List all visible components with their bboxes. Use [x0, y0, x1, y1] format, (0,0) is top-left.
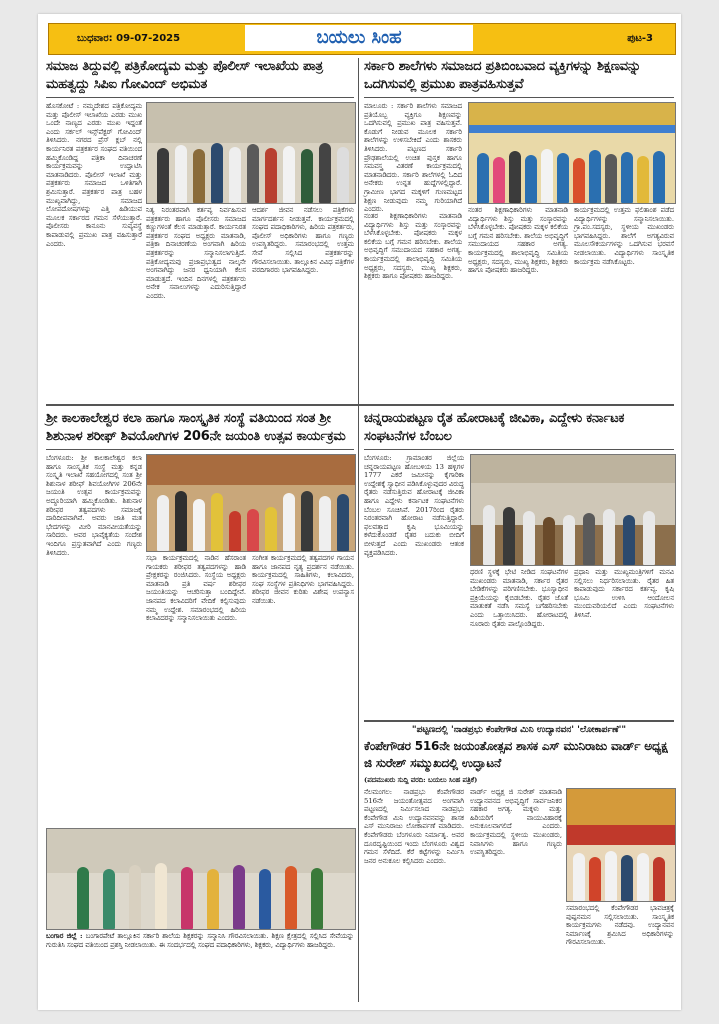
issue-date: ಬುಧವಾರ: 09-07-2025	[77, 33, 181, 44]
masthead	[48, 23, 676, 55]
newspaper-page	[38, 14, 681, 1010]
divider	[364, 97, 674, 98]
story4-col3: ಪ್ರಧಾನಿ ಮತ್ತು ಮುಖ್ಯಮಂತ್ರಿಗಳಿಗೆ ಮನವಿ ಸಲ್ಲಿಸಲು ನಿರ್ಧರಿಸಲಾಯಿತು. ರೈತರ ಹಿತ ಕಾಪಾಡುವುದು ಸರ್ಕಾರದ ಕರ್ತವ್ಯ. ಕೃಷಿ ಭೂಮಿ ಉಳಿಸಿ ಆಂದೋಲನ ಮುಂದುವರಿಯಲಿದೆ ಎಂದು ಸಂಘಟನೆಗಳು ತಿಳಿಸಿವೆ.	[574, 568, 674, 619]
caption-text: ಬಂಗಾರಪೇಟೆ ತಾಲ್ಲೂಕಿನ ಸರ್ಕಾರಿ ಶಾಲೆಯ ಶಿಕ್ಷಕರನ್ನು ಸನ್ಮಾನಿಸಿ ಗೌರವಿಸಲಾಯಿತು. ಶಿಕ್ಷಣ ಕ್ಷೇತ್ರದಲ್ಲಿ ಸಲ್ಲಿಸಿದ ಸೇವೆಯನ್ನು ಗುರುತಿಸಿ ಸಂಘದ ವತಿಯಿಂದ ಪ್ರಶಸ್ತಿ ನೀಡಲಾಯಿತು. ಈ ಸಂದರ್ಭದಲ್ಲಿ ಸಂಘದ ಪದಾಧಿಕಾರಿಗಳು, ಶಿಕ್ಷಕರು, ವಿದ್ಯಾರ್ಥಿಗಳು ಹಾಜರಿದ್ದರು.	[46, 932, 354, 949]
story2-headline: ಸರ್ಕಾರಿ ಶಾಲೆಗಳು ಸಮಾಜದ ಪ್ರತಿಬಿಂಬವಾದ ವ್ಯಕ್ತಿಗಳನ್ನು ಶಿಕ್ಷಣವನ್ನು ಒದಗಿಸುವಲ್ಲಿ ಪ್ರಮುಖ ಪಾತ್ರವಹಿಸುತ್ತವೆ	[364, 59, 641, 92]
story5-photo	[566, 788, 676, 902]
story2-col1b: ನಂತರ ಶಿಕ್ಷಣಾಧಿಕಾರಿಗಳು ಮಾತನಾಡಿ ವಿದ್ಯಾರ್ಥಿಗಳು ಶಿಸ್ತು ಮತ್ತು ಸಂಸ್ಕಾರವನ್ನು ಬೆಳೆಸಿಕೊಳ್ಳಬೇಕು. ಪೋಷಕರು ಮಕ್ಕಳ ಕಲಿಕೆಯ ಬಗ್ಗೆ ಗಮನ ಹರಿಸಬೇಕು. ಶಾಲೆಯ ಅಭಿವೃದ್ಧಿಗೆ ಸಮುದಾಯದ ಸಹಕಾರ ಅಗತ್ಯ. ಕಾರ್ಯಕ್ರಮದಲ್ಲಿ ಶಾಲಾಭಿವೃದ್ಧಿ ಸಮಿತಿಯ ಅಧ್ಯಕ್ಷರು, ಸದಸ್ಯರು, ಮುಖ್ಯ ಶಿಕ್ಷಕರು, ಶಿಕ್ಷಕರು ಹಾಗೂ ಪೋಷಕರು ಹಾಜರಿದ್ದರು.	[364, 212, 462, 281]
divider	[46, 449, 354, 450]
story5-col2: ವಾರ್ಡ್ ಅಧ್ಯಕ್ಷ ಜಿ ಸುರೇಶ್ ಮಾತನಾಡಿ ಉದ್ಯಾನವನದ ಅಭಿವೃದ್ಧಿಗೆ ಸಾರ್ವಜನಿಕರ ಸಹಕಾರ ಅಗತ್ಯ. ಮಕ್ಕಳು ಮತ್ತು ಹಿರಿಯರಿಗೆ ವಾಯುವಿಹಾರಕ್ಕೆ ಅನುಕೂಲವಾಗಲಿದೆ ಎಂದರು. ಕಾರ್ಯಕ್ರಮದಲ್ಲಿ ಸ್ಥಳೀಯ ಮುಖಂಡರು, ನಿವಾಸಿಗಳು ಹಾಗೂ ಗಣ್ಯರು ಉಪಸ್ಥಿತರಿದ್ದರು.	[470, 788, 562, 857]
story2-col2: ನಂತರ ಶಿಕ್ಷಣಾಧಿಕಾರಿಗಳು ಮಾತನಾಡಿ ವಿದ್ಯಾರ್ಥಿಗಳು ಶಿಸ್ತು ಮತ್ತು ಸಂಸ್ಕಾರವನ್ನು ಬೆಳೆಸಿಕೊಳ್ಳಬೇಕು. ಪೋಷಕರು ಮಕ್ಕಳ ಕಲಿಕೆಯ ಬಗ್ಗೆ ಗಮನ ಹರಿಸಬೇಕು. ಶಾಲೆಯ ಅಭಿವೃದ್ಧಿಗೆ ಸಮುದಾಯದ ಸಹಕಾರ ಅಗತ್ಯ. ಕಾರ್ಯಕ್ರಮದಲ್ಲಿ ಶಾಲಾಭಿವೃದ್ಧಿ ಸಮಿತಿಯ ಅಧ್ಯಕ್ಷರು, ಸದಸ್ಯರು, ಮುಖ್ಯ ಶಿಕ್ಷಕರು, ಶಿಕ್ಷಕರು ಹಾಗೂ ಪೋಷಕರು ಹಾಜರಿದ್ದರು.	[468, 206, 568, 275]
story5-byline: (ಪದಮುಖರು ಸುದ್ದಿ ವರದಿ: ಬಯಲು ಸಿಂಹ ಪತ್ರಿಕೆ)	[364, 776, 478, 784]
story1-headline: ಸಮಾಜ ತಿದ್ದುವಲ್ಲಿ ಪತ್ರಿಕೋದ್ಯಮ ಮತ್ತು ಪೊಲೀಸ್ ಇಲಾಖೆಯ ಪಾತ್ರ ಮಹತ್ವದ್ದು ಸಿಪಿಐ ಗೋವಿಂದ್ ಅಭಿಮತ	[46, 59, 323, 92]
story3-photo	[146, 454, 356, 552]
story3-col3: ಸಂಗೀತ ಕಾರ್ಯಕ್ರಮದಲ್ಲಿ ತತ್ವಪದಗಳ ಗಾಯನ ಹಾಗೂ ಜಾನಪದ ನೃತ್ಯ ಪ್ರದರ್ಶನ ನಡೆಯಿತು. ಕಾರ್ಯಕ್ರಮದಲ್ಲಿ ಸಾಹಿತಿಗಳು, ಕಲಾವಿದರು, ಸಂಘ ಸಂಸ್ಥೆಗಳ ಪ್ರತಿನಿಧಿಗಳು ಭಾಗವಹಿಸಿದ್ದರು. ಶರೀಫರ ಜೀವನ ಕುರಿತು ವಿಶೇಷ ಉಪನ್ಯಾಸ ನಡೆಯಿತು.	[252, 554, 354, 605]
caption-label: ಬಂಗಾರ ಜಿಲ್ಲೆ :	[46, 932, 83, 940]
story3-headline: ಶ್ರೀ ಕಾಲಕಾಲೇಶ್ವರ ಕಲಾ ಹಾಗೂ ಸಾಂಸ್ಕೃತಿಕ ಸಂಸ್ಥೆ ವತಿಯಿಂದ ಸಂತ ಶ್ರೀ ಶಿಶುನಾಳ ಶರೀಫ್ ಶಿವಯೋಗಿಗಳ 206ನೇ ಜಯಂತಿ ಉತ್ಸವ ಕಾರ್ಯಕ್ರಮ	[46, 411, 346, 444]
story4-col2: ಧರಣಿ ಸ್ಥಳಕ್ಕೆ ಭೇಟಿ ನೀಡಿದ ಸಂಘಟನೆಗಳ ಮುಖಂಡರು ಮಾತನಾಡಿ, ಸರ್ಕಾರ ರೈತರ ಬೇಡಿಕೆಗಳನ್ನು ಪರಿಗಣಿಸಬೇಕು. ಭೂಸ್ವಾಧೀನ ಪ್ರಕ್ರಿಯೆಯನ್ನು ಕೈಬಿಡಬೇಕು. ರೈತರ ಜೊತೆ ಮಾತುಕತೆ ನಡೆಸಿ ಸಮಸ್ಯೆ ಬಗೆಹರಿಸಬೇಕು ಎಂದು ಒತ್ತಾಯಿಸಿದರು. ಹೋರಾಟದಲ್ಲಿ ನೂರಾರು ರೈತರು ಪಾಲ್ಗೊಂಡಿದ್ದರು.	[470, 568, 568, 628]
story5-col3: ಸಮಾರಂಭದಲ್ಲಿ ಕೆಂಪೇಗೌಡರ ಭಾವಚಿತ್ರಕ್ಕೆ ಪುಷ್ಪನಮನ ಸಲ್ಲಿಸಲಾಯಿತು. ಸಾಂಸ್ಕೃತಿಕ ಕಾರ್ಯಕ್ರಮಗಳು ನಡೆದವು. ಉದ್ಯಾನವನ ನಿರ್ಮಾಣಕ್ಕೆ ಶ್ರಮಿಸಿದ ಅಧಿಕಾರಿಗಳನ್ನು ಗೌರವಿಸಲಾಯಿತು.	[566, 904, 674, 947]
story3-col1: ಬೆಂಗಳೂರು: ಶ್ರೀ ಕಾಲಕಾಲೇಶ್ವರ ಕಲಾ ಹಾಗೂ ಸಾಂಸ್ಕೃತಿಕ ಸಂಸ್ಥೆ ಮತ್ತು ಕನ್ನಡ ಸಂಸ್ಕೃತಿ ಇಲಾಖೆ ಸಹಯೋಗದಲ್ಲಿ ಸಂತ ಶ್ರೀ ಶಿಶುನಾಳ ಶರೀಫ್ ಶಿವಯೋಗಿಗಳ 206ನೇ ಜಯಂತಿ ಉತ್ಸವ ಕಾರ್ಯಕ್ರಮವನ್ನು ಅದ್ಧೂರಿಯಾಗಿ ಹಮ್ಮಿಕೊಂಡಿತು. ಶಿಶುನಾಳ ಶರೀಫರ ತತ್ವಪದಗಳು ಸಮಾಜಕ್ಕೆ ದಾರಿದೀಪವಾಗಿವೆ. ಅವರು ಜಾತಿ ಮತ ಭೇದಗಳನ್ನು ಮೀರಿ ಮಾನವೀಯತೆಯನ್ನು ಸಾರಿದರು. ಅವರ ಭಾವೈಕ್ಯತೆಯ ಸಂದೇಶ ಇಂದಿಗೂ ಪ್ರಸ್ತುತವಾಗಿದೆ ಎಂದು ಗಣ್ಯರು ತಿಳಿಸಿದರು.	[46, 454, 142, 557]
story3-photo2	[46, 828, 356, 930]
story1-col3: ಆದರ್ಶ ಜೀವನ ನಡೆಸಲು ಪತ್ರಿಕೆಗಳು ಮಾರ್ಗದರ್ಶನ ನೀಡುತ್ತವೆ. ಕಾರ್ಯಕ್ರಮದಲ್ಲಿ ಸಂಘದ ಪದಾಧಿಕಾರಿಗಳು, ಹಿರಿಯ ಪತ್ರಕರ್ತರು, ಪೊಲೀಸ್ ಅಧಿಕಾರಿಗಳು ಹಾಗೂ ಗಣ್ಯರು ಉಪಸ್ಥಿತರಿದ್ದರು. ಸಮಾರಂಭದಲ್ಲಿ ಉತ್ತಮ ಸೇವೆ ಸಲ್ಲಿಸಿದ ಪತ್ರಕರ್ತರನ್ನು ಗೌರವಿಸಲಾಯಿತು. ತಾಲ್ಲೂಕಿನ ವಿವಿಧ ಪತ್ರಿಕೆಗಳ ವರದಿಗಾರರು ಭಾಗವಹಿಸಿದ್ದರು.	[252, 206, 354, 275]
story4-col1: ಬೆಂಗಳೂರು: ಗ್ರಾಮಾಂತರ ಜಿಲ್ಲೆಯ ಚನ್ನರಾಯಪಟ್ಟಣ ಹೋಬಳಿಯ 13 ಹಳ್ಳಿಗಳ 1777 ಎಕರೆ ಜಮೀನನ್ನು ಕೈಗಾರಿಕಾ ಉದ್ದೇಶಕ್ಕೆ ಸ್ವಾಧೀನ ಪಡಿಸಿಕೊಳ್ಳುವುದರ ವಿರುದ್ಧ ರೈತರು ನಡೆಸುತ್ತಿರುವ ಹೋರಾಟಕ್ಕೆ ಜೀವಿಕಾ ಹಾಗೂ ಎದ್ದೇಳು ಕರ್ನಾಟಕ ಸಂಘಟನೆಗಳು ಬೆಂಬಲ ಸೂಚಿಸಿವೆ. 2017ರಿಂದ ರೈತರು ನಿರಂತರವಾಗಿ ಹೋರಾಟ ನಡೆಸುತ್ತಿದ್ದಾರೆ. ಫಲವತ್ತಾದ ಕೃಷಿ ಭೂಮಿಯನ್ನು ಕಳೆದುಕೊಂಡರೆ ರೈತರ ಬದುಕು ಬೀದಿಗೆ ಬೀಳುತ್ತದೆ ಎಂದು ಮುಖಂಡರು ಆತಂಕ ವ್ಯಕ್ತಪಡಿಸಿದರು.	[364, 454, 464, 557]
story5-col1: ನೆಲಮಂಗಲ: ನಾಡಪ್ರಭು ಕೆಂಪೇಗೌಡರ 516ನೇ ಜಯಂತೋತ್ಸವದ ಅಂಗವಾಗಿ ಪಟ್ಟಣದಲ್ಲಿ ನಿರ್ಮಿಸಲಾದ ನಾಡಪ್ರಭು ಕೆಂಪೇಗೌಡ ಮಿನಿ ಉದ್ಯಾನವನವನ್ನು ಶಾಸಕ ಎಸ್ ಮುನಿರಾಜು ಲೋಕಾರ್ಪಣೆ ಮಾಡಿದರು. ಕೆಂಪೇಗೌಡರು ಬೆಂಗಳೂರು ನಿರ್ಮಾತೃ. ಅವರ ದೂರದೃಷ್ಟಿಯಿಂದ ಇಂದು ಬೆಂಗಳೂರು ವಿಶ್ವದ ಗಮನ ಸೆಳೆದಿದೆ. ಕೆರೆ ಕಟ್ಟೆಗಳನ್ನು ನಿರ್ಮಿಸಿ ಜನರ ಅನುಕೂಲ ಕಲ್ಪಿಸಿದರು ಎಂದರು.	[364, 788, 464, 865]
story4-photo	[470, 454, 676, 566]
section-divider	[46, 404, 674, 406]
story3-caption	[46, 932, 354, 1006]
story5-kicker: "ಪಟ್ಟಣದಲ್ಲಿ 'ನಾಡಪ್ರಭು ಕೆಂಪೇಗೌಡ ಮಿನಿ ಉದ್ಯಾನವನ' 'ಲೋಕಾರ್ಪಣೆ'"	[411, 725, 627, 735]
story4-headline: ಚನ್ನರಾಯಪಟ್ಟಣ ರೈತ ಹೋರಾಟಕ್ಕೆ ಜೀವಿಕಾ, ಎದ್ದೇಳು ಕರ್ನಾಟಕ ಸಂಘಟನೆಗಳ ಬೆಂಬಲ	[364, 411, 625, 444]
story1-photo	[146, 102, 356, 204]
newspaper-logo: ಬಯಲು ಸಿಂಹ	[245, 25, 473, 51]
story1-col1: ಹೊಸಕೋಟೆ : ನಮ್ಮದೇಶದ ಪತ್ರಿಕೋದ್ಯಮ ಮತ್ತು ಪೊಲೀಸ್ ಇಲಾಖೆಯ ಎರಡು ಮುಖ ಒಂದೇ ನಾಣ್ಯದ ಎರಡು ಮುಖ ಇದ್ದಂತೆ ಎಂದು ಸರ್ಕಲ್ ಇನ್ಸ್‌ಪೆಕ್ಟರ್ ಗೋವಿಂದ್ ತಿಳಿಸಿದರು. ನಗರದ ಪ್ರೆಸ್ ಕ್ಲಬ್ ನಲ್ಲಿ ಕಾರ್ಯನಿರತ ಪತ್ರಕರ್ತರ ಸಂಘದ ವತಿಯಿಂದ ಹಮ್ಮಿಕೊಂಡಿದ್ದ ಪತ್ರಿಕಾ ದಿನಾಚರಣೆ ಕಾರ್ಯಕ್ರಮವನ್ನು ಉದ್ಘಾಟಿಸಿ ಮಾತನಾಡಿದರು. ಪೊಲೀಸ್ ಇಲಾಖೆ ಮತ್ತು ಪತ್ರಕರ್ತರು ಸಮಾಜದ ಒಳಿತಿಗಾಗಿ ಶ್ರಮಿಸುತ್ತಾರೆ. ಪತ್ರಕರ್ತರ ಪಾತ್ರ ಬಹಳ ಮುಖ್ಯವಾಗಿದ್ದು, ಸಮಾಜದ ಲೋಪದೋಷಗಳನ್ನು ಎತ್ತಿ ಹಿಡಿಯುವ ಮೂಲಕ ಸರ್ಕಾರದ ಗಮನ ಸೆಳೆಯುತ್ತಾರೆ. ಪೊಲೀಸರು ಕಾನೂನು ಸುವ್ಯವಸ್ಥೆ ಕಾಪಾಡುವಲ್ಲಿ ಪ್ರಮುಖ ಪಾತ್ರ ವಹಿಸುತ್ತಾರೆ ಎಂದರು.	[46, 102, 142, 248]
section-divider	[364, 720, 674, 722]
story2-col1: ಮಾಲೂರು : ಸರ್ಕಾರಿ ಶಾಲೆಗಳು ಸಮಾಜದ ಪ್ರತಿಯೊಬ್ಬ ವ್ಯಕ್ತಿಗೂ ಶಿಕ್ಷಣವನ್ನು ಒದಗಿಸುವಲ್ಲಿ ಪ್ರಮುಖ ಪಾತ್ರ ವಹಿಸುತ್ತವೆ. ಕೊಡುಗೆ ನೀಡುವ ಮೂಲಕ ಸರ್ಕಾರಿ ಶಾಲೆಗಳನ್ನು ಉಳಿಸಬೇಕಿದೆ ಎಂದು ಶಾಸಕರು ತಿಳಿಸಿದರು. ಪಟ್ಟಣದ ಸರ್ಕಾರಿ ಪ್ರೌಢಶಾಲೆಯಲ್ಲಿ ಉಚಿತ ಪುಸ್ತಕ ಹಾಗೂ ಸಮವಸ್ತ್ರ ವಿತರಣೆ ಕಾರ್ಯಕ್ರಮದಲ್ಲಿ ಮಾತನಾಡಿದರು. ಸರ್ಕಾರಿ ಶಾಲೆಗಳಲ್ಲಿ ಓದಿದ ಅನೇಕರು ಉನ್ನತ ಹುದ್ದೆಗಳಲ್ಲಿದ್ದಾರೆ. ಗ್ರಾಮೀಣ ಭಾಗದ ಮಕ್ಕಳಿಗೆ ಗುಣಮಟ್ಟದ ಶಿಕ್ಷಣ ನೀಡುವುದು ನಮ್ಮ ಗುರಿಯಾಗಿದೆ ಎಂದರು.	[364, 102, 462, 214]
story2-col3: ಕಾರ್ಯಕ್ರಮದಲ್ಲಿ ಉತ್ತಮ ಫಲಿತಾಂಶ ಪಡೆದ ವಿದ್ಯಾರ್ಥಿಗಳನ್ನು ಸನ್ಮಾನಿಸಲಾಯಿತು. ಗ್ರಾ.ಪಂ.ಸದಸ್ಯರು, ಸ್ಥಳೀಯ ಮುಖಂಡರು ಭಾಗವಹಿಸಿದ್ದರು. ಶಾಲೆಗೆ ಅಗತ್ಯವಿರುವ ಮೂಲಸೌಕರ್ಯಗಳನ್ನು ಒದಗಿಸುವ ಭರವಸೆ ನೀಡಲಾಯಿತು. ವಿದ್ಯಾರ್ಥಿಗಳು ಸಾಂಸ್ಕೃತಿಕ ಕಾರ್ಯಕ್ರಮ ನಡೆಸಿಕೊಟ್ಟರು.	[574, 206, 674, 266]
column-divider	[358, 58, 359, 1002]
story2-photo	[468, 102, 676, 204]
divider	[46, 97, 354, 98]
story5-headline: ಕೆಂಪೇಗೌಡರ 516ನೇ ಜಯಂತೋತ್ಸವ ಶಾಸಕ ಎಸ್ ಮುನಿರಾಜು ವಾರ್ಡ್ ಅಧ್ಯಕ್ಷ ಜಿ ಸುರೇಶ್ ಸಮ್ಮುಖದಲ್ಲಿ ಉದ್ಘಾಟನೆ	[364, 739, 668, 770]
story1-col2: ನಿತ್ಯ ನಿರಂತರವಾಗಿ ಕರ್ತವ್ಯ ನಿರ್ವಹಿಸುವ ಪತ್ರಕರ್ತರು ಹಾಗೂ ಪೊಲೀಸರು ಸಮಾಜದ ಕಣ್ಣುಗಳಂತೆ ಕೆಲಸ ಮಾಡುತ್ತಾರೆ. ಕಾರ್ಯನಿರತ ಪತ್ರಕರ್ತರ ಸಂಘದ ಅಧ್ಯಕ್ಷರು ಮಾತನಾಡಿ, ಪತ್ರಿಕಾ ದಿನಾಚರಣೆಯ ಅಂಗವಾಗಿ ಹಿರಿಯ ಪತ್ರಕರ್ತರನ್ನು ಸನ್ಮಾನಿಸಲಾಗುತ್ತಿದೆ. ಪತ್ರಿಕೋದ್ಯಮವು ಪ್ರಜಾಪ್ರಭುತ್ವದ ನಾಲ್ಕನೇ ಅಂಗವಾಗಿದ್ದು ಜನರ ಧ್ವನಿಯಾಗಿ ಕೆಲಸ ಮಾಡುತ್ತದೆ. ಇಂದಿನ ದಿನಗಳಲ್ಲಿ ಪತ್ರಕರ್ತರು ಅನೇಕ ಸವಾಲುಗಳನ್ನು ಎದುರಿಸುತ್ತಿದ್ದಾರೆ ಎಂದರು.	[146, 206, 246, 300]
page-number: ಪುಟ-3	[627, 33, 653, 44]
story3-col2: ಸಭಾ ಕಾರ್ಯಕ್ರಮದಲ್ಲಿ ನಾಡಿನ ಹೆಸರಾಂತ ಗಾಯಕರು ಶರೀಫರ ತತ್ವಪದಗಳನ್ನು ಹಾಡಿ ಪ್ರೇಕ್ಷಕರನ್ನು ರಂಜಿಸಿದರು. ಸಂಸ್ಥೆಯ ಅಧ್ಯಕ್ಷರು ಮಾತನಾಡಿ ಪ್ರತಿ ವರ್ಷ ಶರೀಫರ ಜಯಂತಿಯನ್ನು ಆಚರಿಸುತ್ತಾ ಬಂದಿದ್ದೇವೆ. ಜಾನಪದ ಕಲಾವಿದರಿಗೆ ವೇದಿಕೆ ಕಲ್ಪಿಸುವುದು ನಮ್ಮ ಉದ್ದೇಶ. ಸಮಾರಂಭದಲ್ಲಿ ಹಿರಿಯ ಕಲಾವಿದರನ್ನು ಸನ್ಮಾನಿಸಲಾಯಿತು ಎಂದರು.	[146, 554, 246, 623]
divider	[364, 449, 674, 450]
